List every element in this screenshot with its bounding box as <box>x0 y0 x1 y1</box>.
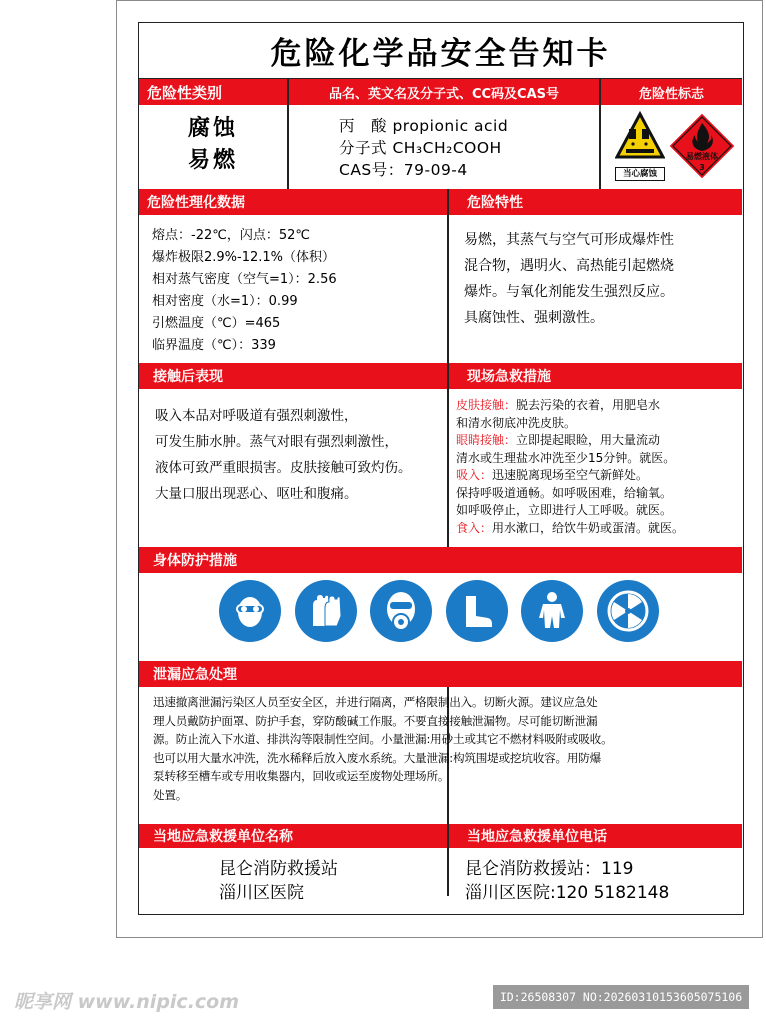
hazard-class-values <box>139 113 287 177</box>
leak-line: 源。防止流入下水道、排洪沟等限制性空间。小量泄漏:用砂土或其它不燃材料吸附或吸收。 <box>153 732 613 746</box>
hazard-props-header: 危险特性 <box>449 189 742 215</box>
protection-icons <box>219 580 659 646</box>
first-aid-text: 如呼吸停止，立即进行人工呼吸。就医。 <box>456 503 673 517</box>
ventilation-icon <box>597 580 659 642</box>
formula-label: 分子式 <box>339 139 388 157</box>
first-aid-skin <box>456 397 742 415</box>
hazard-props-list <box>464 227 739 331</box>
divider <box>287 79 289 189</box>
first-aid-list <box>456 397 742 537</box>
eye-tag: 眼睛接触： <box>456 433 517 447</box>
gloves-icon <box>295 580 357 642</box>
hazard-prop-line: 爆炸。与氧化剂能发生强烈反应。 <box>464 284 674 300</box>
contact-line: 大量口服出现恶心、呕吐和腹痛。 <box>155 486 358 502</box>
physchem-item: 相对密度（水=1）：0.99 <box>152 294 298 309</box>
leak-line: 处置。 <box>153 787 188 802</box>
first-aid-ingest <box>456 520 742 538</box>
physchem-item: 爆炸极限2.9%-12.1%（体积） <box>152 250 336 265</box>
product-formula-line <box>339 137 597 159</box>
leak-line: 泵转移至槽车或专用收集器内，回收或运至废物处理场所。 <box>153 769 450 783</box>
hazard-sign-header: 危险性标志 <box>601 79 742 105</box>
flammable-class-number: 3 <box>699 163 705 172</box>
physchem-header: 危险性理化数据 <box>139 189 447 215</box>
first-aid-text: 和清水彻底冲洗皮肤。 <box>456 415 577 430</box>
corrosive-icon <box>615 111 665 161</box>
formula-value: CH₃CH₂COOH <box>392 139 502 157</box>
hazard-prop-line: 易燃，其蒸气与空气可形成爆炸性 <box>464 232 674 248</box>
product-name: 丙 酸 <box>339 117 388 135</box>
image-id-badge: ID:26508307 NO:20260310153605075106 <box>493 985 749 1009</box>
respirator-icon <box>370 580 432 642</box>
ingest-tag: 食入： <box>456 520 493 535</box>
product-english: propionic acid <box>392 117 509 135</box>
contact-line: 液体可致严重眼损害。皮肤接触可致灼伤。 <box>155 460 412 476</box>
hazard-class-flammable: 易燃 <box>187 148 238 173</box>
boots-icon <box>446 580 508 642</box>
flammable-sign <box>667 111 737 181</box>
first-aid-text: 立即提起眼睑，用大量流动 <box>516 433 661 447</box>
first-aid-text: 用水漱口，给饮牛奶或蛋清。就医。 <box>492 520 685 535</box>
divider <box>599 79 601 189</box>
physchem-item: 熔点：-22℃，闪点：52℃ <box>152 228 310 243</box>
rescue-unit-header: 当地应急救援单位名称 <box>139 824 447 848</box>
physchem-list <box>152 225 442 357</box>
rescue-phone-header: 当地应急救援单位电话 <box>449 824 742 848</box>
protective-suit-icon <box>521 580 583 642</box>
rescue-units <box>219 857 447 905</box>
goggles-icon <box>219 580 281 642</box>
rescue-unit: 淄川区医院 <box>219 883 304 903</box>
leak-line: 理人员戴防护面罩、防护手套，穿防酸碱工作服。不要直接接触泄漏物。尽可能切断泄漏 <box>153 713 598 728</box>
physchem-item: 临界温度（℃）：339 <box>152 338 276 353</box>
hazard-class-header: 危险性类别 <box>139 79 287 105</box>
rescue-unit: 昆仑消防救援站 <box>219 859 338 879</box>
leak-header: 泄漏应急处理 <box>139 661 742 687</box>
names-header: 品名、英文名及分子式、CC码及CAS号 <box>289 79 599 105</box>
leak-line: 也可以用大量水冲洗，洗水稀释后放入废水系统。大量泄漏:构筑围堤或挖坑收容。用防爆 <box>153 750 602 765</box>
rescue-phone: 昆仑消防救援站：119 <box>465 859 634 879</box>
hazard-class-corrosive: 腐蚀 <box>187 116 238 141</box>
rescue-phones <box>465 857 742 905</box>
first-aid-inhale <box>456 467 742 485</box>
rescue-phone: 淄川区医院:120 5182148 <box>465 883 670 903</box>
product-name-line <box>339 115 597 137</box>
first-aid-text: 脱去污染的衣着，用肥皂水 <box>516 398 661 412</box>
first-aid-text: 清水或生理盐水冲洗至少15分钟。就医。 <box>456 450 676 465</box>
hazard-prop-line: 具腐蚀性、强刺激性。 <box>464 310 604 326</box>
physchem-item: 引燃温度（℃）=465 <box>152 316 281 331</box>
first-aid-text: 保持呼吸道通畅。如呼吸困难，给输氧。 <box>456 485 673 500</box>
skin-tag: 皮肤接触： <box>456 398 517 412</box>
product-cas: CAS号：79-09-4 <box>339 161 468 179</box>
corrosive-sign <box>615 111 665 181</box>
watermark: 昵享网 www.nipic.com <box>14 991 240 1013</box>
card-title: 危险化学品安全告知卡 <box>139 23 742 79</box>
leak-line: 迅速撤离泄漏污染区人员至安全区，并进行隔离，严格限制出入。切断火源。建议应急处 <box>153 695 598 709</box>
safety-card <box>138 22 744 915</box>
hazard-prop-line: 混合物，遇明火、高热能引起燃烧 <box>464 258 674 274</box>
contact-list <box>155 403 447 507</box>
product-info <box>339 115 597 181</box>
inhale-tag: 吸入： <box>456 468 493 482</box>
protection-header: 身体防护措施 <box>139 547 742 573</box>
corrosive-label: 当心腐蚀 <box>615 167 665 181</box>
first-aid-header: 现场急救措施 <box>449 363 742 389</box>
contact-line: 可发生肺水肿。蒸气对眼有强烈刺激性， <box>155 434 398 450</box>
first-aid-text: 迅速脱离现场至空气新鲜处。 <box>492 468 649 482</box>
physchem-item: 相对蒸气密度（空气=1）：2.56 <box>152 272 337 287</box>
contact-header: 接触后表现 <box>139 363 447 389</box>
contact-line: 吸入本品对呼吸道有强烈刺激性， <box>155 408 358 424</box>
flammable-label: 易燃液体 <box>686 152 718 161</box>
first-aid-eye <box>456 432 742 450</box>
leak-text <box>153 693 738 804</box>
